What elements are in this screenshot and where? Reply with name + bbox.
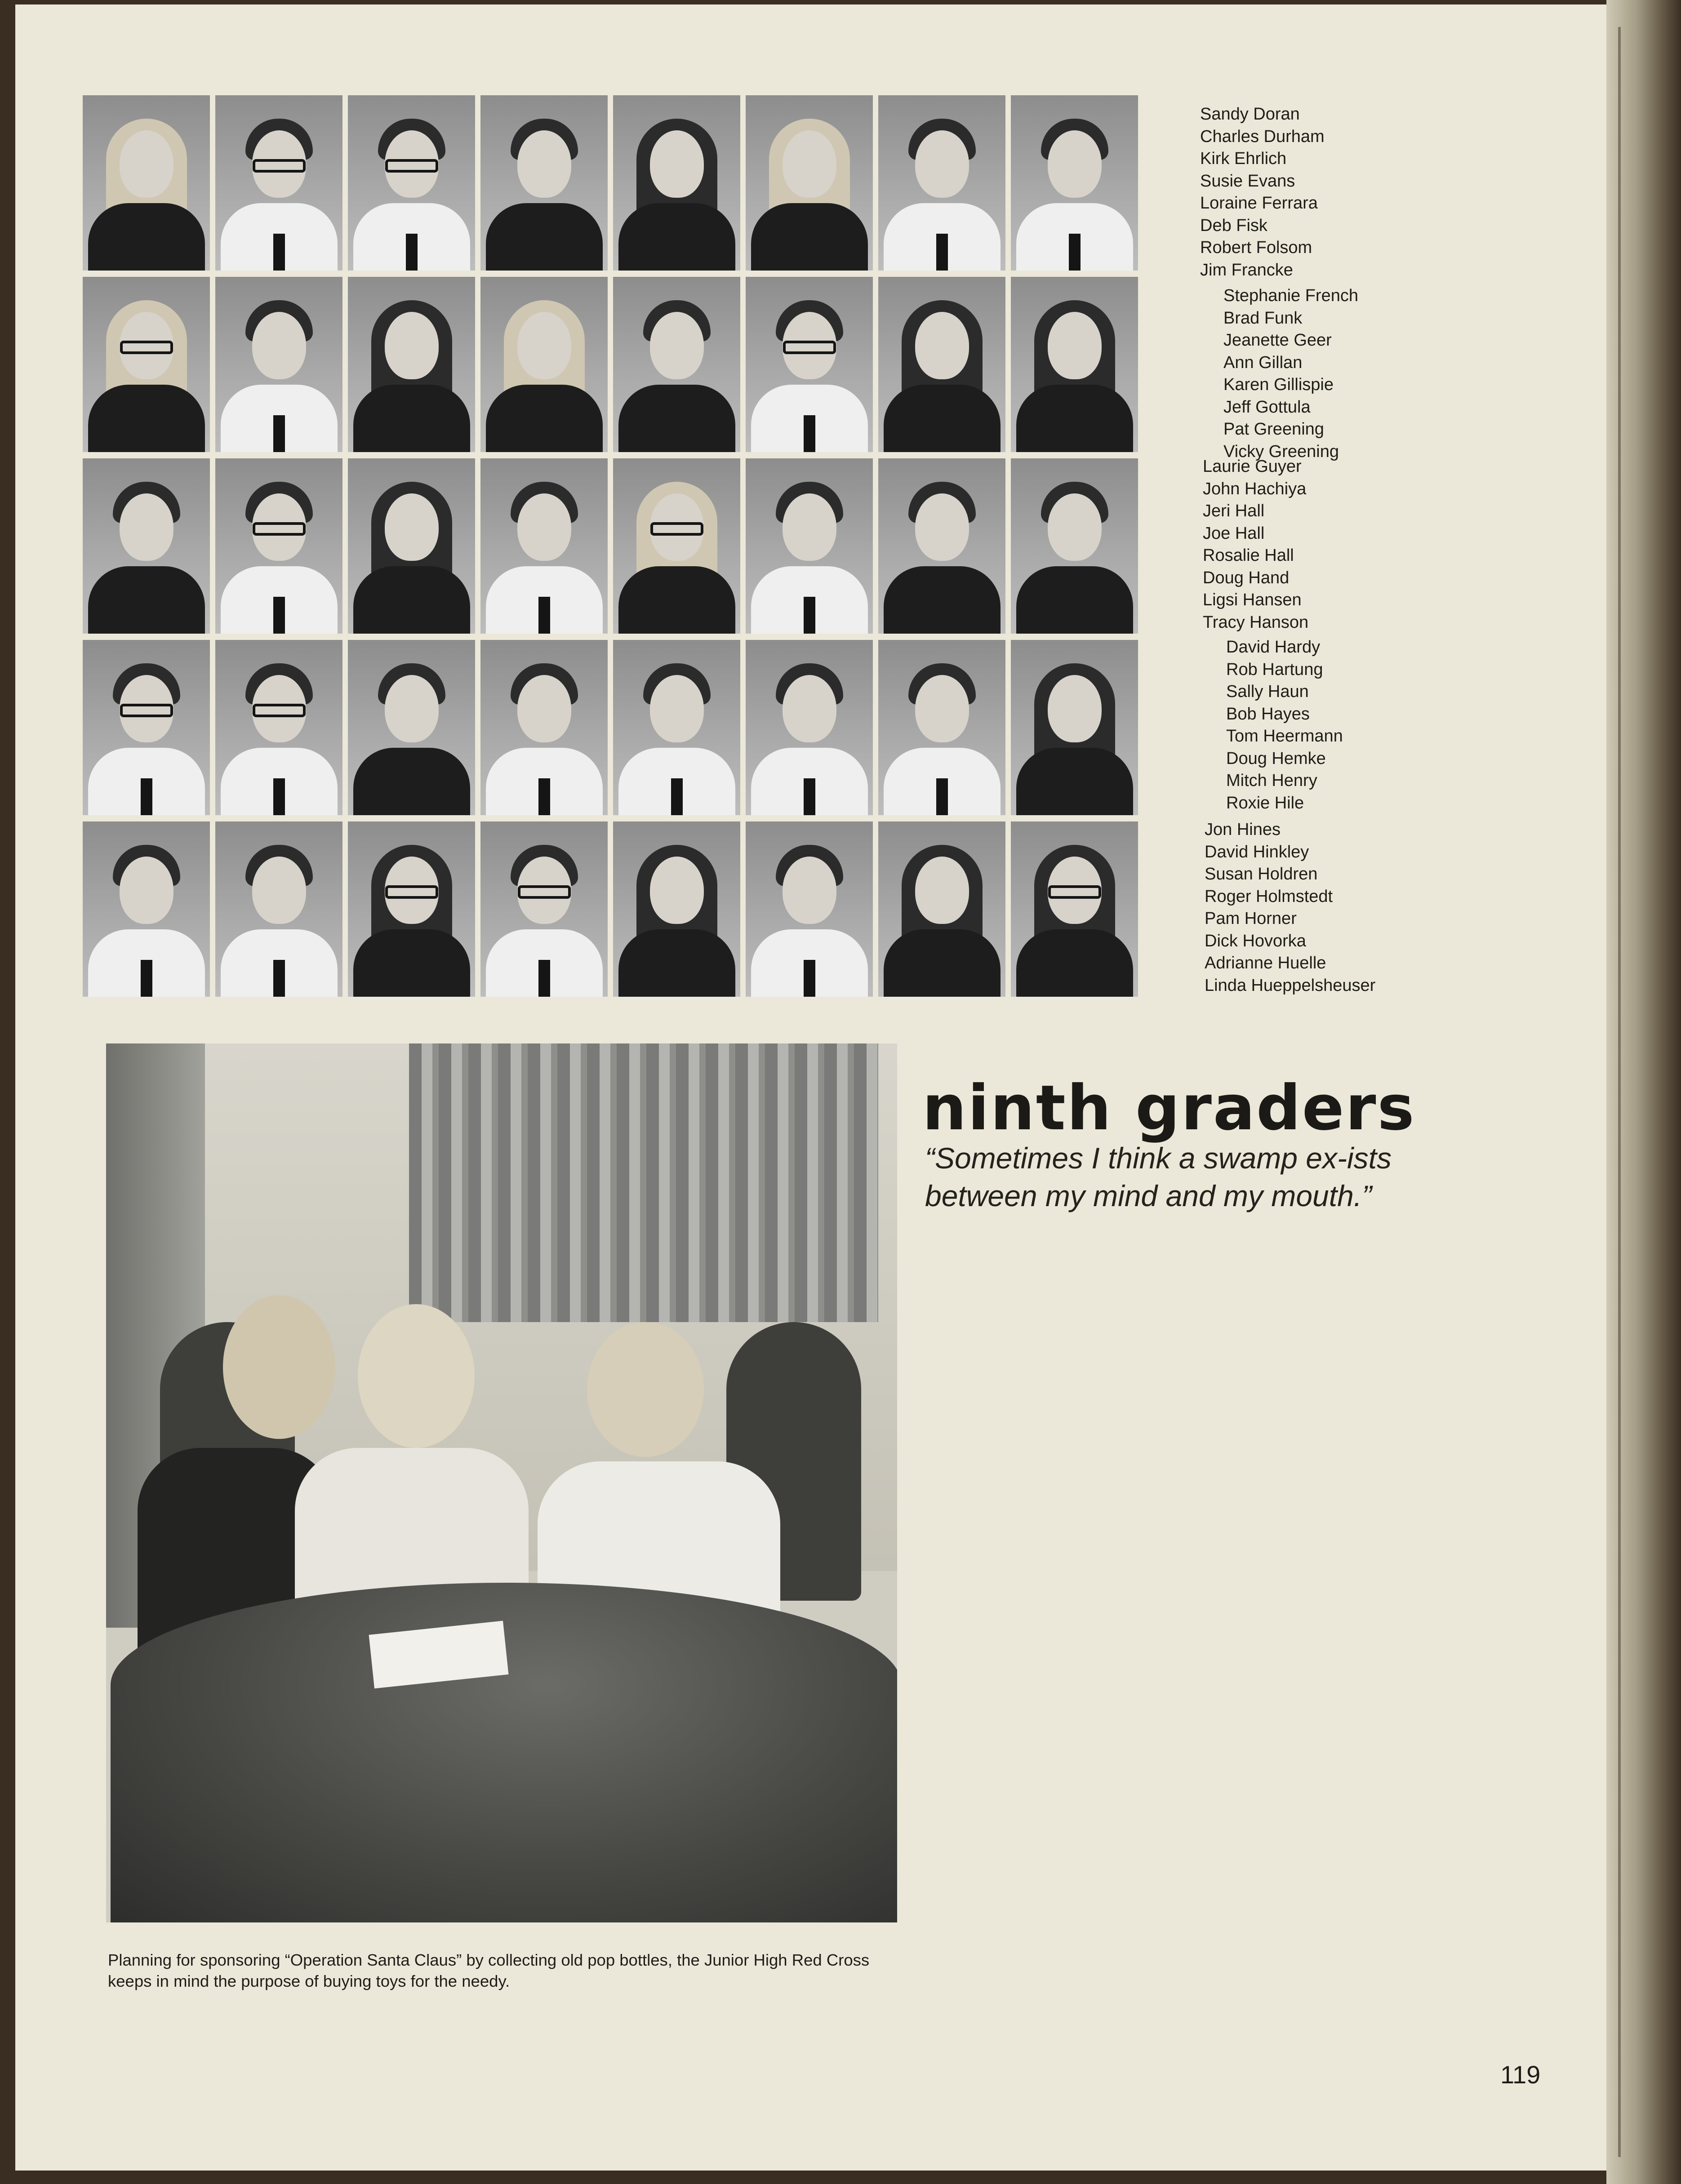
portrait: [613, 458, 740, 634]
portrait: [746, 640, 873, 815]
student-name: Jeanette Geer: [1223, 331, 1332, 350]
student-name: Ann Gillan: [1223, 353, 1303, 372]
portrait: [348, 277, 475, 452]
student-name: Pam Horner: [1205, 909, 1297, 928]
student-name: Deb Fisk: [1200, 216, 1267, 235]
photo-girl-left-head: [223, 1295, 335, 1439]
student-name: Linda Hueppelsheuser: [1205, 976, 1376, 995]
student-name: Pat Greening: [1223, 420, 1324, 439]
portrait: [878, 640, 1005, 815]
portrait: [215, 277, 342, 452]
student-name: Jeff Gottula: [1223, 397, 1311, 417]
portrait: [878, 458, 1005, 634]
portrait: [480, 458, 608, 634]
portrait: [83, 458, 210, 634]
portrait: [613, 95, 740, 271]
photo-caption: Planning for sponsoring “Operation Santa Claus” by collecting old pop bottles, the Junior High Red Cross keeps in mind the purpose of buying toys for the needy.: [108, 1951, 870, 1990]
student-name: Rosalie Hall: [1203, 546, 1294, 565]
portrait: [83, 95, 210, 271]
portrait: [1011, 95, 1138, 271]
portrait: [746, 821, 873, 997]
portrait: [215, 640, 342, 815]
student-name: Rob Hartung: [1226, 660, 1323, 679]
group-photo: [106, 1043, 897, 1922]
student-name: Bob Hayes: [1226, 704, 1310, 724]
portrait: [348, 95, 475, 271]
student-name: Loraine Ferrara: [1200, 194, 1318, 213]
portrait: [83, 640, 210, 815]
student-name: Joe Hall: [1203, 524, 1265, 543]
portrait: [613, 640, 740, 815]
student-name: Ligsi Hansen: [1203, 590, 1302, 609]
portrait: [215, 821, 342, 997]
portrait: [348, 640, 475, 815]
student-name: Mitch Henry: [1226, 771, 1317, 790]
portrait: [480, 640, 608, 815]
portrait: [480, 95, 608, 271]
student-name: Robert Folsom: [1200, 238, 1312, 257]
portrait: [1011, 821, 1138, 997]
portrait: [878, 277, 1005, 452]
book-binding: [1606, 0, 1681, 2184]
portrait: [1011, 458, 1138, 634]
portrait: [348, 458, 475, 634]
portrait: [746, 458, 873, 634]
portrait: [215, 95, 342, 271]
student-name: Susan Holdren: [1205, 865, 1318, 883]
student-name: John Hachiya: [1203, 479, 1307, 498]
portrait: [1011, 640, 1138, 815]
student-name: Brad Funk: [1223, 308, 1303, 328]
student-name: Susie Evans: [1200, 171, 1295, 191]
student-name: Doug Hemke: [1226, 749, 1326, 768]
student-name-list: [1200, 103, 1376, 997]
portrait: [83, 821, 210, 997]
student-name: Laurie Guyer: [1203, 457, 1302, 476]
student-name: Sandy Doran: [1200, 105, 1300, 124]
student-name: Dick Hovorka: [1205, 931, 1306, 950]
spine-edge: [1618, 27, 1621, 2157]
section-heading: ninth graders: [922, 1072, 1416, 1144]
student-name: Jim Francke: [1200, 260, 1293, 280]
student-name: David Hinkley: [1205, 842, 1309, 861]
portrait: [215, 458, 342, 634]
name-group-row-5: [1205, 819, 1375, 997]
photo-curtain: [409, 1043, 878, 1322]
name-group-row-3: [1203, 456, 1374, 634]
name-group-row-4: [1226, 636, 1397, 814]
student-name: Karen Gillispie: [1223, 375, 1334, 394]
name-group-row-2: [1223, 285, 1394, 463]
student-name: Tom Heermann: [1226, 727, 1343, 746]
student-name: Sally Haun: [1226, 682, 1309, 701]
student-name: Adrianne Huelle: [1205, 954, 1326, 972]
student-name: Doug Hand: [1203, 568, 1290, 587]
student-name: Tracy Hanson: [1203, 613, 1309, 632]
page-number: 119: [1500, 2060, 1541, 2089]
student-name: Kirk Ehrlich: [1200, 149, 1287, 168]
name-group-row-1: [1200, 103, 1371, 281]
student-name: Roger Holmstedt: [1205, 887, 1333, 906]
student-name: Roxie Hile: [1226, 793, 1304, 812]
portrait: [878, 95, 1005, 271]
portrait: [480, 821, 608, 997]
student-name: Charles Durham: [1200, 127, 1325, 146]
section-quote: “Sometimes I think a swamp ex-ists between my mind and my mouth.”: [925, 1141, 1392, 1212]
portrait: [480, 277, 608, 452]
portrait: [613, 277, 740, 452]
photo-girl-right-head: [587, 1322, 704, 1457]
student-name: David Hardy: [1226, 638, 1321, 657]
portrait-grid: [83, 95, 1138, 997]
photo-girl-center-head: [358, 1304, 475, 1448]
portrait: [746, 95, 873, 271]
portrait: [613, 821, 740, 997]
portrait: [878, 821, 1005, 997]
student-name: Jon Hines: [1205, 820, 1281, 839]
portrait: [1011, 277, 1138, 452]
portrait: [746, 277, 873, 452]
portrait: [83, 277, 210, 452]
student-name: Stephanie French: [1223, 286, 1358, 305]
student-name: Jeri Hall: [1203, 502, 1265, 520]
student-name: Vicky Greening: [1223, 442, 1339, 461]
portrait: [348, 821, 475, 997]
